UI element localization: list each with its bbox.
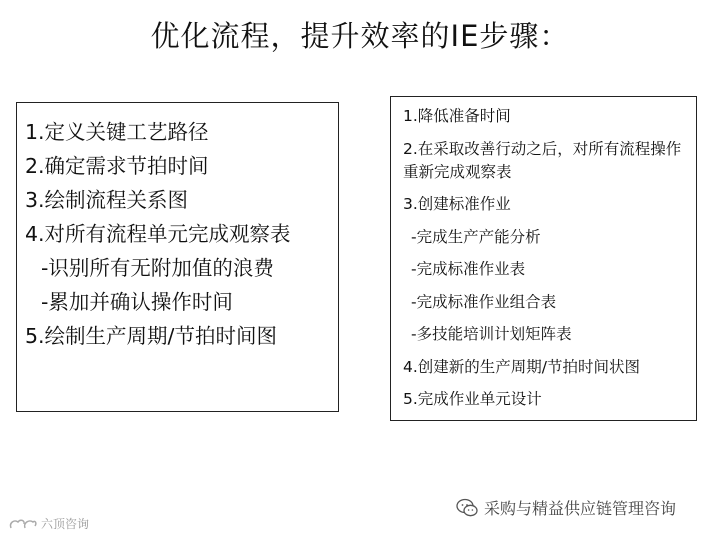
left-substep-waste: -识别所有无附加值的浪费 bbox=[41, 256, 274, 280]
page-title: 优化流程，提升效率的IE步骤： bbox=[150, 19, 570, 53]
right-substep-skill-matrix: -多技能培训计划矩阵表 bbox=[411, 325, 572, 343]
left-step-1: 1.定义关键工艺路径 bbox=[25, 120, 209, 144]
right-step-3: 3.创建标准作业 bbox=[403, 195, 511, 213]
left-substep-time: -累加并确认操作时间 bbox=[41, 290, 233, 314]
wechat-watermark bbox=[456, 496, 676, 519]
right-substep-standard-sheet: -完成标准作业表 bbox=[411, 260, 526, 278]
right-steps-box bbox=[390, 96, 697, 421]
left-step-2: 2.确定需求节拍时间 bbox=[25, 154, 209, 178]
corner-watermark-text: 六顶咨询 bbox=[41, 517, 90, 531]
left-step-5: 5.绘制生产周期/节拍时间图 bbox=[25, 324, 277, 348]
logo-icon bbox=[8, 517, 38, 531]
right-substep-capacity: -完成生产产能分析 bbox=[411, 227, 541, 246]
right-step-2: 2.在采取改善行动之后，对所有流程操作重新完成观察表 bbox=[403, 139, 682, 181]
right-step-5: 5.完成作业单元设计 bbox=[403, 390, 542, 408]
corner-watermark bbox=[8, 515, 89, 532]
wechat-icon bbox=[456, 498, 478, 518]
right-substep-combination-sheet: -完成标准作业组合表 bbox=[411, 292, 557, 311]
right-step-4: 4.创建新的生产周期/节拍时间状图 bbox=[403, 357, 641, 376]
left-step-4: 4.对所有流程单元完成观察表 bbox=[25, 222, 291, 246]
left-steps-box bbox=[16, 102, 339, 412]
right-step-1: 1.降低准备时间 bbox=[403, 107, 511, 125]
wechat-watermark-text: 采购与精益供应链管理咨询 bbox=[484, 499, 677, 518]
left-step-3: 3.绘制流程关系图 bbox=[25, 188, 189, 212]
